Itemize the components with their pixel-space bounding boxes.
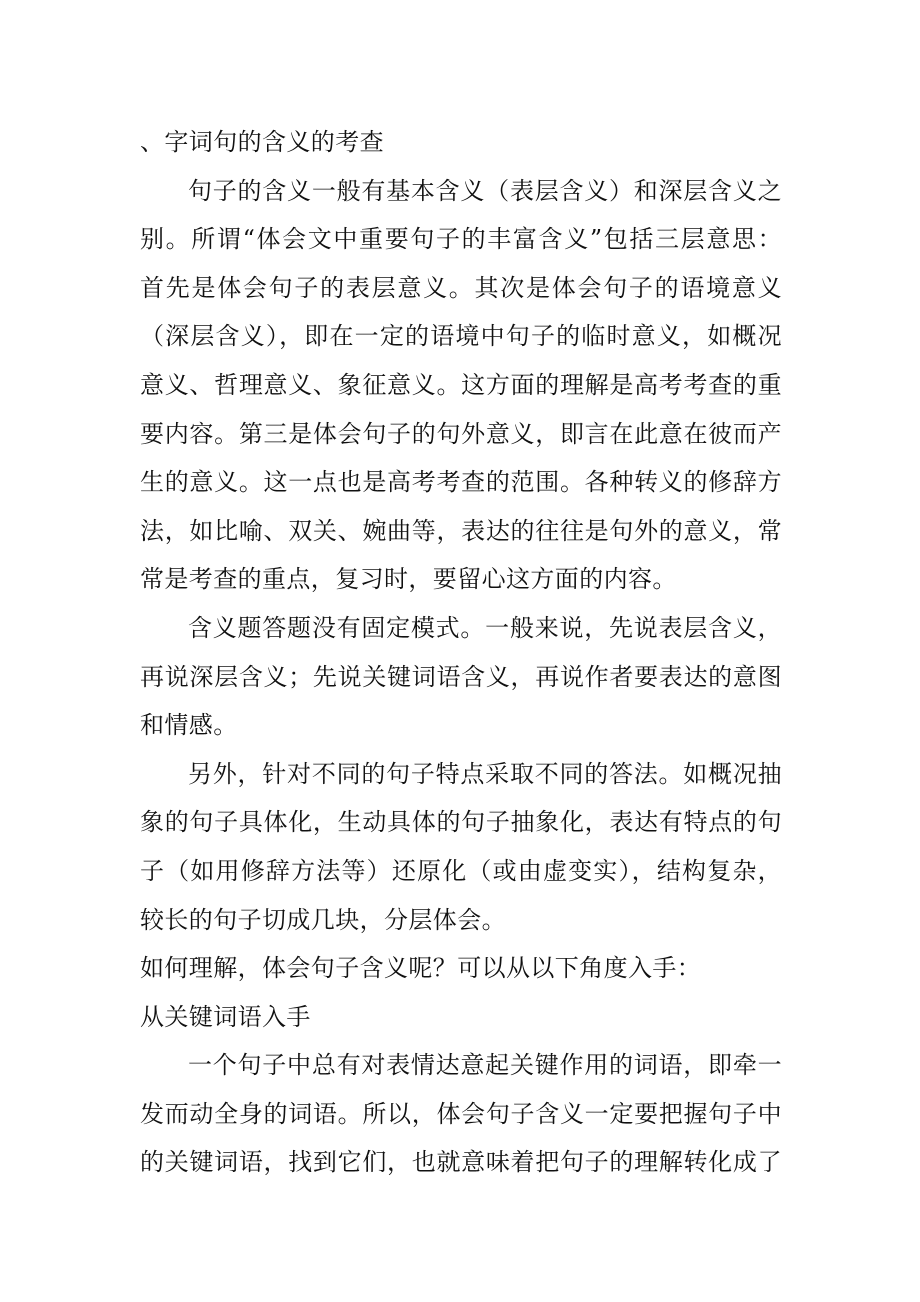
paragraph-key-words (140, 1041, 782, 1187)
paragraph-line: 的关键词语，找到它们，也就意味着把句子的理解转化成了 (140, 1148, 782, 1177)
paragraph-answer-pattern (140, 604, 782, 750)
paragraph-line: 和情感。 (140, 711, 238, 740)
paragraph-line: 生的意义。这一点也是高考考查的范围。各种转义的修辞方 (140, 468, 782, 497)
paragraph-line: 一个句子中总有对表情达意起关键作用的词语，即牵一 (188, 1051, 782, 1080)
section-heading: 、字词句的含义的考查 (140, 128, 384, 156)
paragraph-line: 要内容。第三是体会句子的句外意义，即言在此意在彼而产 (140, 419, 782, 448)
subheading: 从关键词语入手 (140, 1002, 311, 1031)
paragraph-line: 发而动全身的词语。所以，体会句子含义一定要把握句子中 (140, 1099, 782, 1128)
paragraph-line: 另外，针对不同的句子特点采取不同的答法。如概况抽 (188, 759, 782, 788)
document-page (140, 118, 782, 1187)
paragraph-line: （深层含义），即在一定的语境中句子的临时意义，如概况 (140, 322, 782, 351)
question-line: 如何理解，体会句子含义呢？可以从以下角度入手： (140, 954, 702, 983)
paragraph-line: 象的句子具体化，生动具体的句子抽象化，表达有特点的句 (140, 808, 782, 837)
paragraph-line: 意义、哲理意义、象征意义。这方面的理解是高考考查的重 (140, 370, 782, 399)
paragraph-line: 常是考查的重点，复习时，要留心这方面的内容。 (140, 565, 677, 594)
paragraph-line: 含义题答题没有固定模式。一般来说，先说表层含义， (188, 613, 782, 642)
paragraph-line: 别。所谓“体会文中重要句子的丰富含义”包括三层意思： (140, 225, 782, 254)
paragraph-answer-methods (140, 750, 782, 944)
paragraph-line: 较长的句子切成几块，分层体会。 (140, 905, 506, 934)
paragraph-line: 首先是体会句子的表层意义。其次是体会句子的语境意义 (140, 273, 782, 302)
paragraph-line: 再说深层含义；先说关键词语含义，再说作者要表达的意图 (140, 662, 782, 691)
paragraph-line: 法，如比喻、双关、婉曲等，表达的往往是句外的意义，常 (140, 516, 782, 545)
paragraph-line: 子（如用修辞方法等）还原化（或由虚变实），结构复杂， (140, 856, 782, 885)
paragraph-line: 句子的含义一般有基本含义（表层含义）和深层含义之 (188, 176, 782, 205)
paragraph-sentence-meaning (140, 167, 782, 604)
